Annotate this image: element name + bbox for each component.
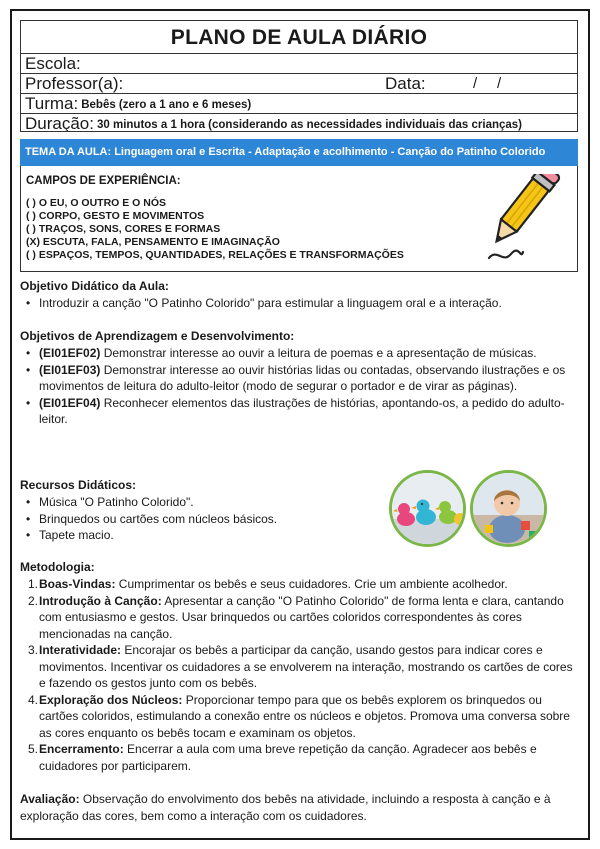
recurso-item: • Brinquedos ou cartões com núcleos básicos. [20, 511, 380, 528]
professor-row[interactable] [20, 73, 578, 93]
aprendizagem-section [20, 328, 580, 428]
recursos-title: Recursos Didáticos: [20, 478, 137, 492]
step-text: Encerrar a aula com uma breve repetição da canção. Agradecer aos bebês e cuidadores por participarem. [39, 742, 537, 773]
aprendizagem-item [20, 345, 580, 362]
pencil-icon [483, 174, 569, 266]
recurso-item: • Música "O Patinho Colorido". [20, 494, 380, 511]
step-label: Encerramento: [39, 742, 124, 756]
objetivo-section [20, 278, 580, 312]
campo-item: ( ) CORPO, GESTO E MOVIMENTOS [26, 210, 205, 222]
step-label: Exploração dos Núcleos: [39, 692, 183, 707]
campo-item: ( ) ESPAÇOS, TEMPOS, QUANTIDADES, RELAÇÕES E TRANSFORMAÇÕES [26, 249, 404, 261]
step-label: Introdução à Canção: [39, 593, 162, 608]
step-number: 3. [28, 643, 39, 657]
metodologia-item [20, 741, 580, 774]
campos-box [20, 166, 578, 272]
aprendizagem-item [20, 395, 580, 428]
metodologia-item [20, 576, 580, 593]
avaliacao-section [20, 791, 580, 824]
turma-value: Bebês (zero a 1 ano e 6 meses) [81, 99, 252, 111]
step-number: 1. [28, 577, 39, 591]
metodologia-item [20, 593, 580, 643]
avaliacao-text: Observação do envolvimento dos bebês na atividade, incluindo a resposta à canção e à exploração das cores, bem como a interação com os cuidadores. [20, 792, 551, 823]
metodologia-section [20, 559, 580, 774]
professor-label: Professor(a): [25, 74, 124, 93]
aprendizagem-text: Demonstrar interesse ao ouvir histórias lidas ou contadas, observando ilustrações e os movimentos de leitura do adulto-leitor (modo de segurar o portador e de virar as páginas). [39, 362, 566, 393]
data-label: Data: [385, 74, 426, 93]
campo-item: ( ) TRAÇOS, SONS, CORES E FORMAS [26, 223, 221, 235]
data-field[interactable] [385, 74, 502, 93]
campos-title: CAMPOS DE EXPERIÊNCIA: [26, 175, 181, 187]
date-slash-1: / [473, 75, 478, 92]
turma-row [20, 93, 578, 113]
date-slash-2: / [497, 75, 502, 92]
metodologia-item [20, 692, 580, 742]
step-text: Proporcionar tempo para que os bebês explorem os brinquedos ou cartões coloridos, estimulando a conexão entre os núcleos e objetos. Promova uma conversa sobre as cores enquanto os bebês tocam e examinam os objetos. [39, 692, 570, 740]
turma-label: Turma: [25, 94, 79, 113]
metodologia-title: Metodologia: [20, 560, 95, 574]
aprendizagem-text: Reconhecer elementos das ilustrações de histórias, apontando-os, a pedido do adulto-leitor. [39, 395, 565, 426]
escola-row[interactable] [20, 53, 578, 73]
campo-item: ( ) O EU, O OUTRO E O NÓS [26, 197, 167, 209]
bncc-code: (EI01EF03) [39, 362, 101, 377]
duracao-value: 30 minutos a 1 hora (considerando as necessidades individuais das crianças) [96, 119, 523, 131]
step-text: Encorajar os bebês a participar da canção, usando gestos para indicar cores e movimentos. Incentivar os cuidadores a se envolverem na interação, mostrando os cartões de cores e fazendo os gestos junto com os bebês. [39, 643, 573, 690]
aprendizagem-item [20, 362, 580, 395]
campo-item: (X) ESCUTA, FALA, PENSAMENTO E IMAGINAÇÃO [26, 236, 280, 248]
objetivo-item: • Introduzir a canção "O Patinho Colorido" para estimular a linguagem oral e a interação. [20, 295, 580, 312]
duracao-row [20, 113, 578, 132]
recurso-item: • Tapete macio. [20, 527, 380, 544]
avaliacao-label: Avaliação: [20, 792, 80, 806]
aprendizagem-text: Demonstrar interesse ao ouvir a leitura de poemas e a apresentação de músicas. [100, 346, 537, 360]
campos-list [26, 197, 404, 262]
aprendizagem-title: Objetivos de Aprendizagem e Desenvolvimento: [20, 329, 295, 343]
duracao-label: Duração: [25, 114, 94, 132]
tema-banner: TEMA DA AULA: Linguagem oral e Escrita - Adaptação e acolhimento - Canção do Patinho Colorido [20, 139, 578, 166]
page-title: PLANO DE AULA DIÁRIO [20, 20, 578, 53]
step-number: 4. [28, 692, 39, 707]
step-label: Boas-Vindas: [39, 577, 116, 591]
bncc-code: (EI01EF02) [39, 346, 101, 360]
bncc-code: (EI01EF04) [39, 395, 101, 410]
metodologia-item [20, 642, 580, 692]
escola-label: Escola: [25, 54, 81, 73]
step-number: 2. [28, 593, 39, 608]
objetivo-title: Objetivo Didático da Aula: [20, 279, 169, 293]
step-text: Apresentar a canção "O Patinho Colorido" de forma lenta e clara, cantando com entusiasmo e gestos. Usar brinquedos ou cartões coloridos correspondentes às cores mencionadas na canção. [39, 593, 564, 641]
step-label: Interatividade: [39, 643, 122, 657]
rubber-ducks-photo [389, 470, 466, 547]
baby-playing-photo [470, 470, 547, 547]
recursos-section [20, 477, 380, 544]
step-number: 5. [28, 742, 39, 756]
step-text: Cumprimentar os bebês e seus cuidadores. Crie um ambiente acolhedor. [115, 577, 508, 591]
